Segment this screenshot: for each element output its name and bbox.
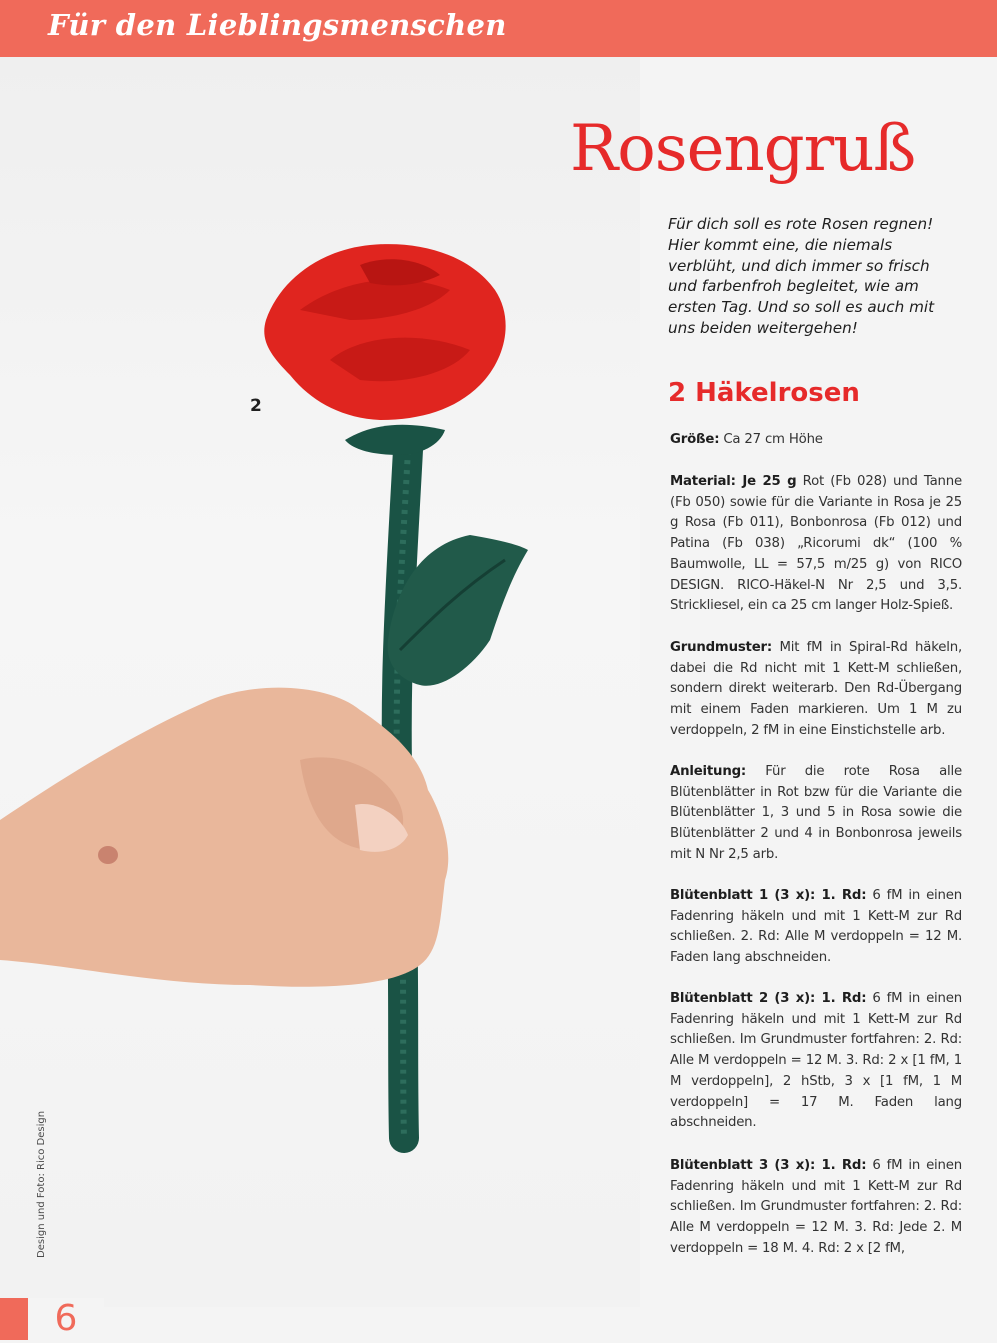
paragraph-label: Blütenblatt 3 (3 x): 1. Rd: [670, 1158, 867, 1173]
paragraph-text: Ca 27 cm Höhe [719, 432, 823, 447]
paragraph-petal-1 [670, 886, 962, 969]
section-heading: 2 Häkelrosen [668, 378, 860, 408]
paragraph-text: Für die rote Rosa alle Blütenblätter in Rot bzw für die Variante die Blütenblätter 1, 3 und 5 in Rosa sowie die Blütenblätter 2 und 4 in Bonbonrosa jeweils mit N Nr 2,5 arb. [670, 764, 962, 862]
pattern-number-label: 2 [250, 396, 262, 416]
paragraph-grundmuster [670, 638, 962, 742]
paragraph-label: Blütenblatt 1 (3 x): 1. Rd: [670, 888, 867, 903]
section-header-title: Für den Lieblingsmenschen [48, 8, 507, 42]
paragraph-label: Größe: [670, 432, 720, 447]
paragraph-label: Anleitung: [670, 764, 747, 779]
paragraph-anleitung [670, 762, 962, 866]
header-band [0, 0, 997, 57]
hand-mark [98, 846, 118, 864]
paragraph-size [670, 430, 962, 451]
paragraph-label: Blütenblatt 2 (3 x): 1. Rd: [670, 991, 867, 1006]
paragraph-label: Grundmuster: [670, 640, 773, 655]
crochet-rose-illustration [0, 57, 640, 1307]
paragraph-petal-2 [670, 989, 962, 1134]
page-title: Rosengruß [570, 112, 916, 186]
sepals [345, 425, 445, 455]
paragraph-text: 6 fM in einen Fadenring häkeln und mit 1 Kett-M zur Rd schließen. Im Grundmuster fortfahren: 2. Rd: Alle M verdoppeln = 12 M. 3. Rd: Jede 2. M verdoppeln = 18 M. 4. Rd: 2 x [2 fM, [670, 1158, 962, 1256]
rose-photo [0, 57, 640, 1307]
paragraph-text: Mit fM in Spiral-Rd häkeln, dabei die Rd nicht mit 1 Kett-M schließen, sondern direkt weiterarb. Den Rd-Übergang mit einem Faden markieren. Um 1 M zu verdoppeln, 2 fM in eine Einstichstelle arb. [670, 640, 962, 738]
page-number: 6 [28, 1298, 104, 1340]
paragraph-label: Material: Je 25 g [670, 474, 797, 489]
page-number-tab [0, 1298, 104, 1340]
paragraph-text: 6 fM in einen Fadenring häkeln und mit 1 Kett-M zur Rd schließen. 2. Rd: Alle M verdoppeln = 12 M. Faden lang abschneiden. [670, 888, 962, 966]
paragraph-text: Rot (Fb 028) und Tanne (Fb 050) sowie für die Variante in Rosa je 25 g Rosa (Fb 011), Bonbonrosa (Fb 012) und Patina (Fb 038) „Ricorumi dk“ (100 % Baumwolle, LL = 57,5 m/25 g) von RICO DESIGN. RICO-Häkel-N Nr 2,5 und 3,5. Strickliesel, ein ca 25 cm langer Holz-Spieß. [670, 474, 962, 614]
paragraph-petal-3 [670, 1156, 962, 1260]
paragraph-text: 6 fM in einen Fadenring häkeln und mit 1 Kett-M zur Rd schließen. Im Grundmuster fortfahren: 2. Rd: Alle M verdoppeln = 12 M. 3. Rd: 2 x [1 fM, 1 M verdoppeln], 2 hStb, 3 x [1 fM, 1 M verdoppeln] = 17 M. Faden lang abschneiden. [670, 991, 962, 1131]
intro-text: Für dich soll es rote Rosen regnen! Hier kommt eine, die niemals verblüht, und dich immer so frisch und farbenfroh begleitet, wie am ersten Tag. Und so soll es auch mit uns beiden weitergehen! [668, 215, 935, 337]
paragraph-material [670, 472, 962, 617]
photo-credit: Design und Foto: Rico Design [36, 1110, 47, 1258]
